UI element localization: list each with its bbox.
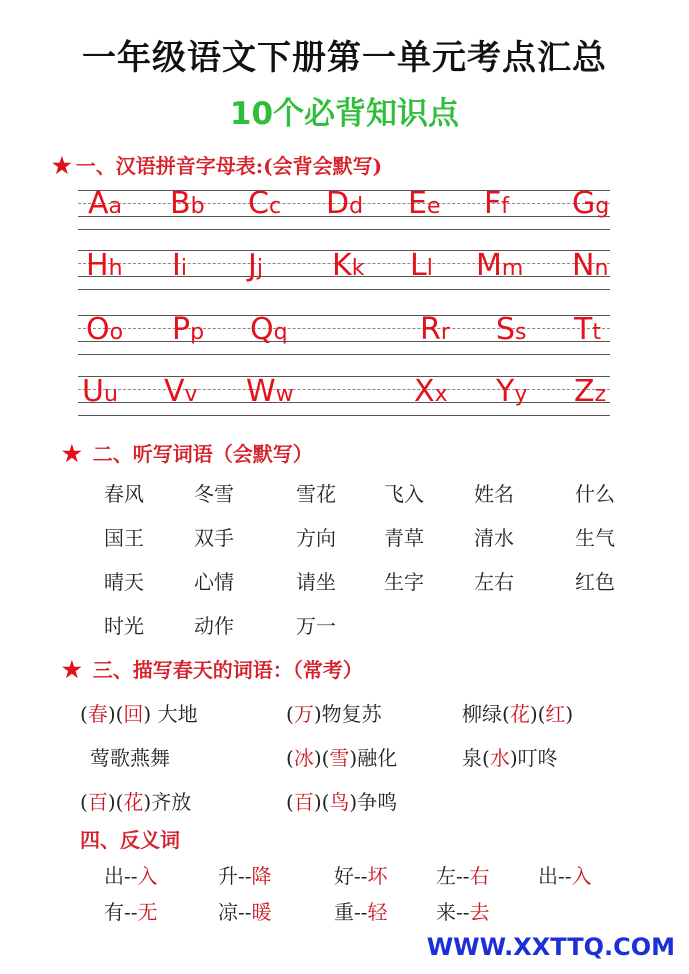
dictation-word: 左右 bbox=[474, 570, 514, 594]
spring-phrase: 莺歌燕舞 bbox=[90, 746, 170, 770]
letter-pair: Pp bbox=[172, 312, 205, 347]
dictation-word: 红色 bbox=[575, 570, 615, 594]
antonym-pair: 好--坏 bbox=[334, 864, 388, 888]
letter-pair: Yy bbox=[496, 374, 528, 409]
dictation-word: 清水 bbox=[474, 526, 514, 550]
spring-phrase: (百)(花)齐放 bbox=[80, 790, 192, 814]
section-2-label: 二、听写词语（会默写） bbox=[92, 442, 313, 466]
dictation-word: 方向 bbox=[296, 526, 336, 550]
antonym-pair: 重--轻 bbox=[334, 900, 388, 924]
dictation-word: 冬雪 bbox=[194, 482, 234, 506]
page-subtitle: 10个必背知识点 bbox=[229, 96, 460, 132]
letter-pair: Jj bbox=[248, 248, 263, 283]
letter-pair: Rr bbox=[420, 312, 450, 347]
letter-pair: Kk bbox=[332, 248, 365, 283]
dictation-word: 心情 bbox=[194, 570, 234, 594]
page-title: 一年级语文下册第一单元考点汇总 bbox=[82, 38, 607, 78]
spring-phrase: (春)(回) 大地 bbox=[80, 702, 198, 726]
letter-pair: Bb bbox=[170, 186, 205, 221]
letter-pair: Nn bbox=[572, 248, 609, 283]
section-1-label: 一、汉语拼音字母表:(会背会默写) bbox=[75, 154, 383, 178]
antonym-pair: 来--去 bbox=[436, 900, 490, 924]
letter-pair: Ww bbox=[246, 374, 294, 409]
letter-pair: Gg bbox=[572, 186, 610, 221]
dictation-word: 飞入 bbox=[384, 482, 424, 506]
letter-pair: Hh bbox=[86, 248, 123, 283]
dictation-word: 请坐 bbox=[296, 570, 336, 594]
dictation-word: 晴天 bbox=[104, 570, 144, 594]
star-icon: ★ bbox=[62, 441, 82, 467]
pinyin-lines-3 bbox=[78, 315, 610, 355]
dictation-word: 双手 bbox=[194, 526, 234, 550]
spring-phrase: (冰)(雪)融化 bbox=[286, 746, 398, 770]
dictation-word: 万一 bbox=[296, 614, 336, 638]
section-3-label: 三、描写春天的词语：（常考） bbox=[92, 658, 363, 682]
section-4-heading: 四、反义词 bbox=[80, 828, 180, 852]
spring-phrase: 柳绿(花)(红) bbox=[462, 702, 574, 726]
site-watermark: WWW.XXTTQ.COM bbox=[426, 933, 675, 961]
star-icon: ★ bbox=[52, 153, 72, 179]
dictation-word: 什么 bbox=[575, 482, 615, 506]
antonym-pair: 出--入 bbox=[538, 864, 592, 888]
dictation-word: 姓名 bbox=[474, 482, 514, 506]
letter-pair: Ff bbox=[484, 186, 510, 221]
letter-pair: Tt bbox=[574, 312, 601, 347]
pinyin-lines-4 bbox=[78, 376, 610, 416]
letter-pair: Ee bbox=[408, 186, 441, 221]
dictation-word: 青草 bbox=[384, 526, 424, 550]
letter-pair: Zz bbox=[574, 374, 607, 409]
spring-phrase: 泉(水)叮咚 bbox=[462, 746, 558, 770]
letter-pair: Oo bbox=[86, 312, 124, 347]
dictation-word: 时光 bbox=[104, 614, 144, 638]
letter-pair: Ll bbox=[410, 248, 433, 283]
letter-pair: Aa bbox=[88, 186, 123, 221]
dictation-word: 生气 bbox=[575, 526, 615, 550]
spring-phrase: (百)(鸟)争鸣 bbox=[286, 790, 398, 814]
letter-pair: Uu bbox=[82, 374, 118, 409]
dictation-word: 雪花 bbox=[296, 482, 336, 506]
dictation-word: 国王 bbox=[104, 526, 144, 550]
antonym-pair: 左--右 bbox=[436, 864, 490, 888]
spring-phrase: (万)物复苏 bbox=[286, 702, 382, 726]
letter-pair: Mm bbox=[476, 248, 524, 283]
section-3-heading bbox=[62, 654, 363, 683]
letter-pair: Cc bbox=[248, 186, 282, 221]
letter-pair: Qq bbox=[250, 312, 288, 347]
antonym-pair: 升--降 bbox=[218, 864, 272, 888]
antonym-pair: 有--无 bbox=[104, 900, 158, 924]
section-1-heading bbox=[52, 150, 382, 179]
star-icon: ★ bbox=[62, 657, 82, 683]
section-2-heading bbox=[62, 438, 313, 467]
dictation-word: 春风 bbox=[104, 482, 144, 506]
letter-pair: Ii bbox=[172, 248, 187, 283]
antonym-pair: 凉--暖 bbox=[218, 900, 272, 924]
letter-pair: Vv bbox=[164, 374, 198, 409]
letter-pair: Dd bbox=[326, 186, 364, 221]
letter-pair: Xx bbox=[414, 374, 448, 409]
letter-pair: Ss bbox=[496, 312, 527, 347]
dictation-word: 生字 bbox=[384, 570, 424, 594]
dictation-word: 动作 bbox=[194, 614, 234, 638]
antonym-pair: 出--入 bbox=[104, 864, 158, 888]
